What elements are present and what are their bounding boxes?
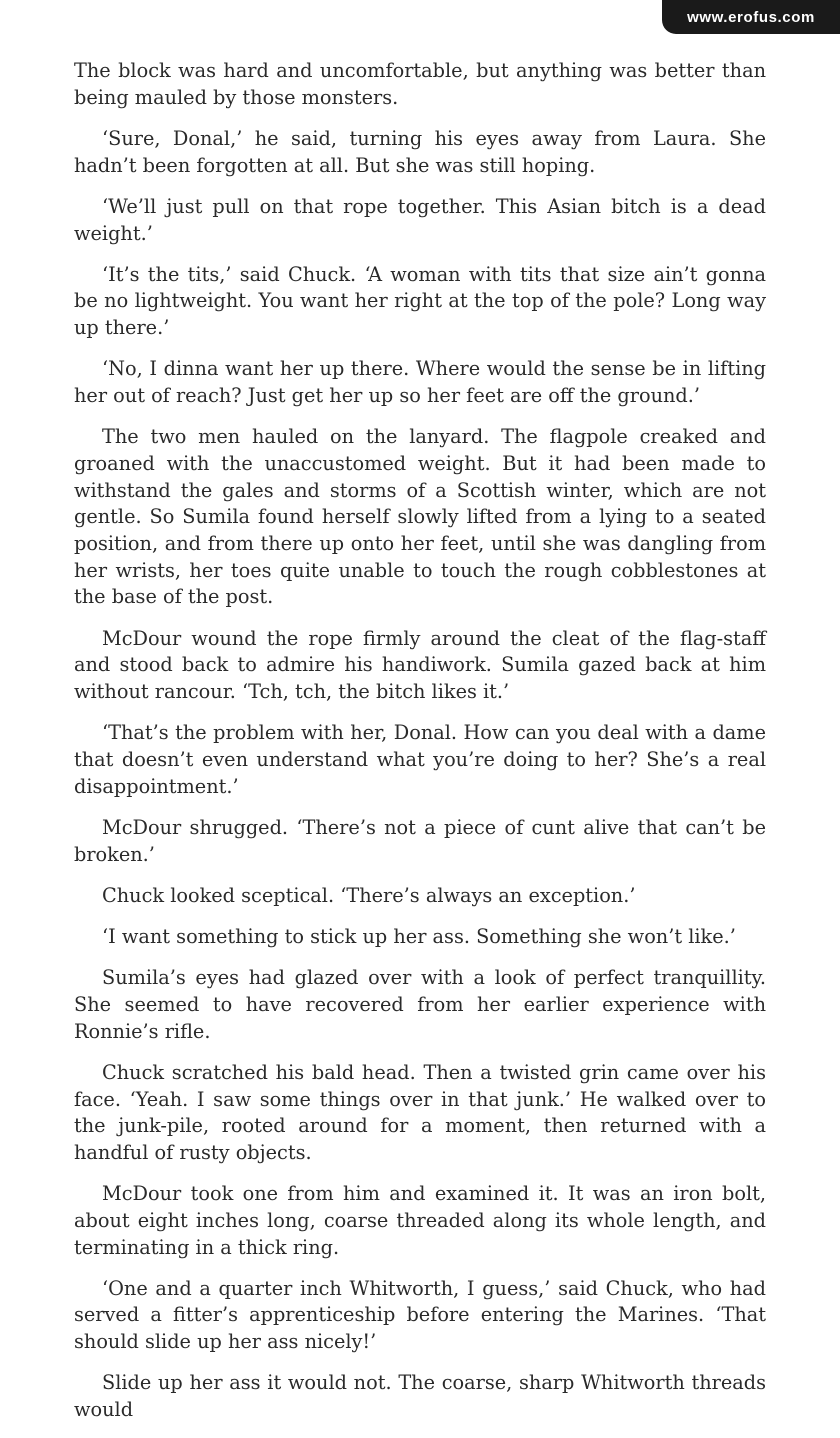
paragraph: The block was hard and uncomfortable, but anything was better than being mauled by those monsters. [74, 59, 766, 109]
paragraph: Sumila’s eyes had glazed over with a look of perfect tranquillity. She seemed to have recovered from her earlier experience with Ronnie’s rifle. [74, 966, 766, 1043]
page-body-text [74, 58, 766, 1438]
paragraph: Slide up her ass it would not. The coarse, sharp Whitworth threads would [74, 1371, 766, 1422]
paragraph: ‘Sure, Donal,’ he said, turning his eyes away from Laura. She hadn’t been forgotten at all. But she was still hoping. [74, 126, 766, 177]
paragraph: McDour took one from him and examined it. It was an iron bolt, about eight inches long, coarse threaded along its whole length, and terminating in a thick ring. [74, 1182, 766, 1259]
paragraph: ‘It’s the tits,’ said Chuck. ‘A woman with tits that size ain’t gonna be no lightweight. You want her right at the top of the pole? Long way up there.’ [74, 262, 766, 340]
paragraph: McDour wound the rope firmly around the cleat of the flag-staff and stood back to admire his handiwork. Sumila gazed back at him without rancour. ‘Tch, tch, the bitch likes it.’ [74, 626, 766, 704]
paragraph: ‘That’s the problem with her, Donal. How can you deal with a dame that doesn’t even understand what you’re doing to her? She’s a real disappointment.’ [74, 721, 766, 798]
paragraph: Chuck looked sceptical. ‘There’s always an exception.’ [102, 883, 636, 907]
paragraph: ‘No, I dinna want her up there. Where would the sense be in lifting her out of reach? Just get her up so her feet are off the ground.’ [74, 357, 766, 408]
site-watermark[interactable] [662, 0, 840, 34]
paragraph: Chuck scratched his bald head. Then a twisted grin came over his face. ‘Yeah. I saw some things over in that junk.’ He walked over to the junk-pile, rooted around for a moment, then returned with a handful of rusty objects. [74, 1060, 766, 1164]
paragraph: ‘We’ll just pull on that rope together. This Asian bitch is a dead weight.’ [74, 194, 766, 245]
paragraph: McDour shrugged. ‘There’s not a piece of cunt alive that can’t be broken.’ [74, 815, 766, 866]
paragraph: ‘I want something to stick up her ass. Something she won’t like.’ [102, 924, 736, 948]
paragraph: The two men hauled on the lanyard. The flagpole creaked and groaned with the unaccustomed weight. But it had been made to withstand the gales and storms of a Scottish winter, which are not gentle. So Sumila found herself slowly lifted from a lying to a seated position, and from there up onto her feet, until she was dangling from her wrists, her toes quite unable to touch the rough cobblestones at the base of the post. [74, 425, 766, 609]
paragraph: ‘One and a quarter inch Whitworth, I guess,’ said Chuck, who had served a fitter’s apprenticeship before entering the Marines. ‘That should slide up her ass nicely!’ [74, 1276, 766, 1354]
watermark-text[interactable]: www.erofus.com [687, 8, 815, 26]
